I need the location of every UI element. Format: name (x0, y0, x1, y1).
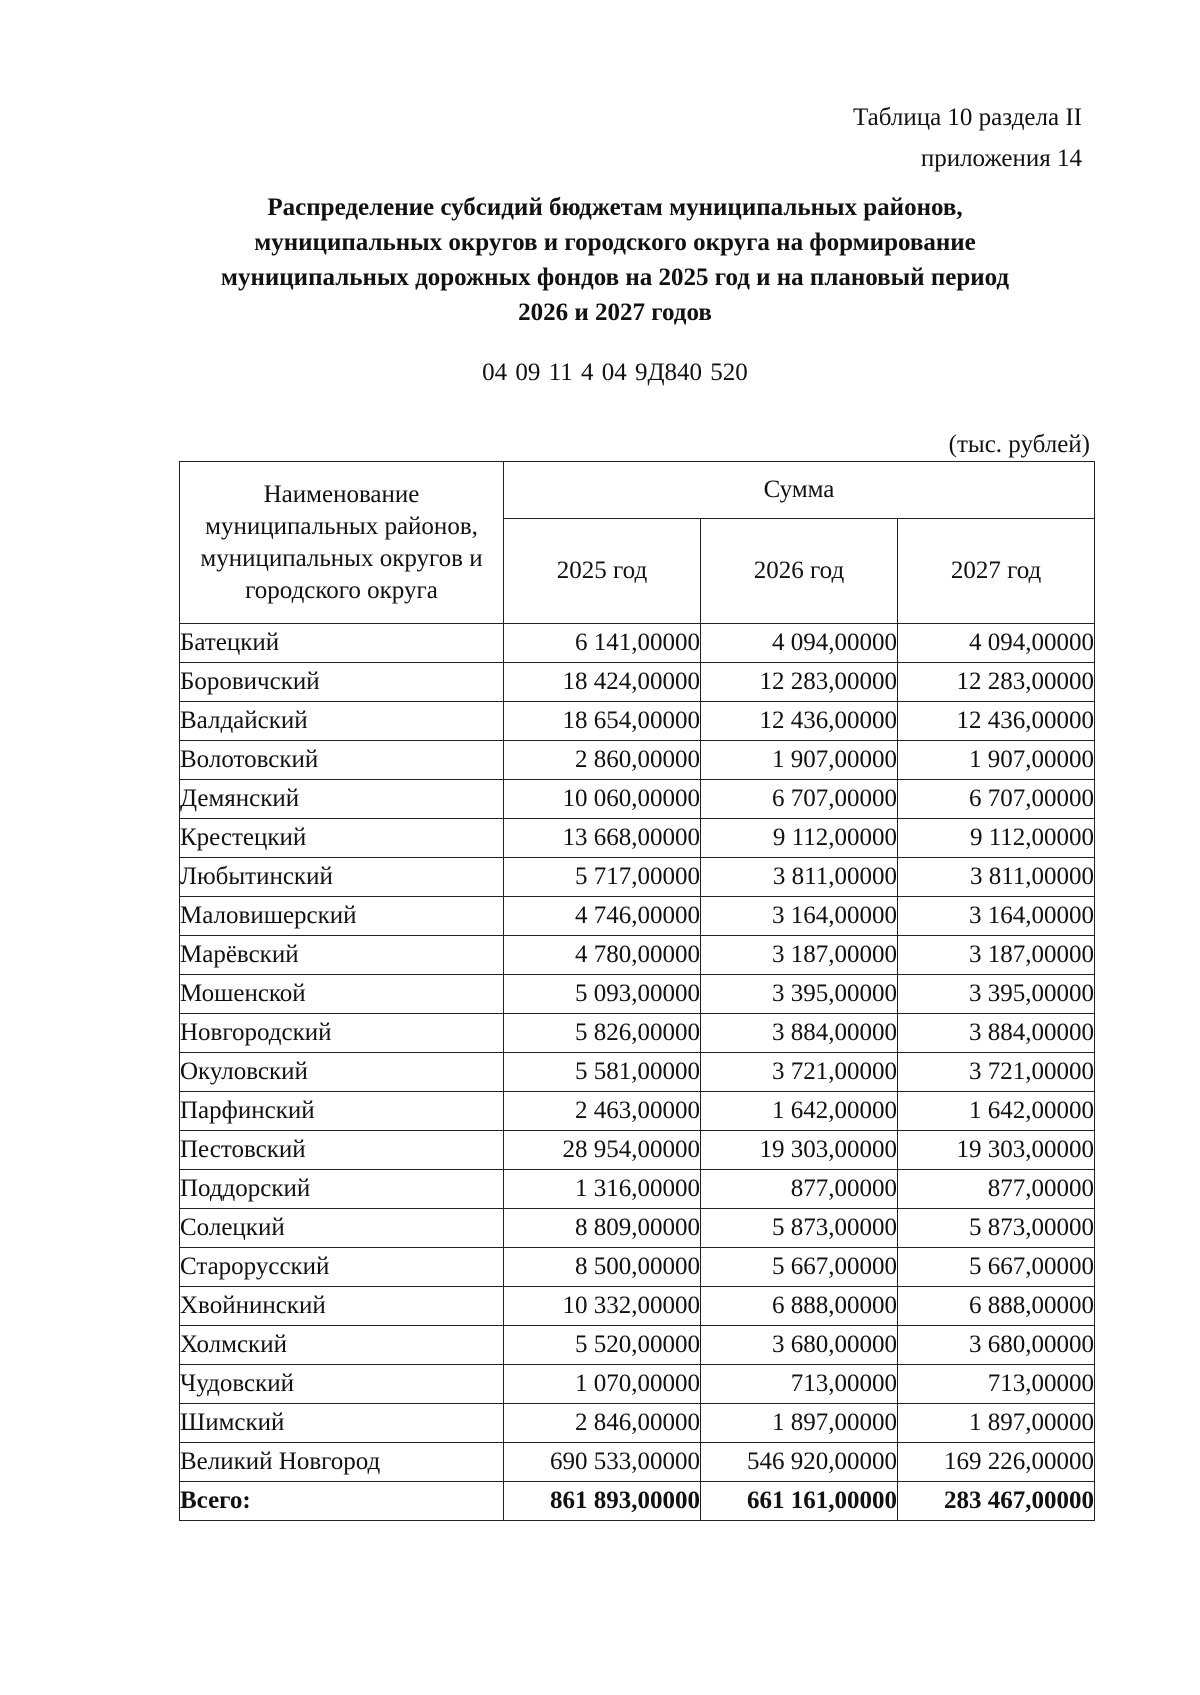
column-header-2026: 2026 год (701, 519, 898, 624)
amount-2025: 6 141,00000 (504, 624, 701, 663)
municipality-name: Солецкий (180, 1209, 504, 1248)
municipality-name: Марёвский (180, 936, 504, 975)
amount-2026: 1 907,00000 (701, 741, 898, 780)
amount-2026: 1 642,00000 (701, 1092, 898, 1131)
table-reference: Таблица 10 раздела II (853, 104, 1082, 131)
municipality-name: Крестецкий (180, 819, 504, 858)
municipality-name: Окуловский (180, 1053, 504, 1092)
amount-2025: 18 654,00000 (504, 702, 701, 741)
amount-2026: 877,00000 (701, 1170, 898, 1209)
column-header-name: Наименование муниципальных районов, муниципальных округов и городского округа (180, 462, 504, 624)
amount-2027: 9 112,00000 (898, 819, 1095, 858)
table-row (180, 741, 1095, 780)
total-label: Всего: (180, 1482, 504, 1521)
amount-2027: 1 897,00000 (898, 1404, 1095, 1443)
municipality-name: Чудовский (180, 1365, 504, 1404)
municipality-name: Хвойнинский (180, 1287, 504, 1326)
municipality-name: Мошенской (180, 975, 504, 1014)
amount-2027: 6 707,00000 (898, 780, 1095, 819)
amount-2026: 713,00000 (701, 1365, 898, 1404)
budget-classification-code: 04 09 11 4 04 9Д840 520 (482, 359, 748, 386)
amount-2025: 10 060,00000 (504, 780, 701, 819)
municipality-name: Любытинский (180, 858, 504, 897)
table-body (180, 624, 1095, 1521)
title-line-3: муниципальных дорожных фондов на 2025 год и на плановый период (220, 264, 1010, 291)
amount-2026: 546 920,00000 (701, 1443, 898, 1482)
amount-2027: 12 283,00000 (898, 663, 1095, 702)
table-row (180, 663, 1095, 702)
amount-2025: 5 717,00000 (504, 858, 701, 897)
amount-2025: 690 533,00000 (504, 1443, 701, 1482)
amount-2025: 5 581,00000 (504, 1053, 701, 1092)
amount-2026: 19 303,00000 (701, 1131, 898, 1170)
table-row (180, 702, 1095, 741)
appendix-reference: приложения 14 (920, 145, 1082, 172)
amount-2027: 19 303,00000 (898, 1131, 1095, 1170)
title-line-2: муниципальных округов и городского округа на формирование (254, 229, 976, 256)
amount-2025: 2 860,00000 (504, 741, 701, 780)
municipality-name: Шимский (180, 1404, 504, 1443)
table-total-row (180, 1482, 1095, 1521)
amount-2025: 2 846,00000 (504, 1404, 701, 1443)
amount-2027: 713,00000 (898, 1365, 1095, 1404)
amount-2026: 3 811,00000 (701, 858, 898, 897)
municipality-name: Батецкий (180, 624, 504, 663)
municipality-name: Боровичский (180, 663, 504, 702)
column-header-sum: Сумма (504, 462, 1095, 519)
amount-2026: 3 884,00000 (701, 1014, 898, 1053)
amount-2025: 4 746,00000 (504, 897, 701, 936)
municipality-name: Демянский (180, 780, 504, 819)
amount-2027: 3 395,00000 (898, 975, 1095, 1014)
amount-2025: 8 500,00000 (504, 1248, 701, 1287)
total-amount-2026: 661 161,00000 (701, 1482, 898, 1521)
column-header-2025: 2025 год (504, 519, 701, 624)
municipality-name: Валдайский (180, 702, 504, 741)
document-title (150, 190, 1080, 330)
amount-2027: 5 873,00000 (898, 1209, 1095, 1248)
table-row (180, 819, 1095, 858)
table-row (180, 1053, 1095, 1092)
amount-2026: 5 667,00000 (701, 1248, 898, 1287)
table-row (180, 780, 1095, 819)
amount-2027: 3 884,00000 (898, 1014, 1095, 1053)
title-line-4: 2026 и 2027 годов (518, 299, 712, 326)
table-row (180, 1365, 1095, 1404)
amount-2026: 6 888,00000 (701, 1287, 898, 1326)
amount-2027: 4 094,00000 (898, 624, 1095, 663)
amount-2026: 3 164,00000 (701, 897, 898, 936)
table-row (180, 624, 1095, 663)
amount-2027: 5 667,00000 (898, 1248, 1095, 1287)
municipality-name: Парфинский (180, 1092, 504, 1131)
table-row (180, 1131, 1095, 1170)
table-row (180, 1170, 1095, 1209)
amount-2027: 877,00000 (898, 1170, 1095, 1209)
amount-2027: 169 226,00000 (898, 1443, 1095, 1482)
municipality-name: Холмский (180, 1326, 504, 1365)
amount-2026: 6 707,00000 (701, 780, 898, 819)
units-label: (тыс. рублей) (948, 431, 1090, 458)
municipality-name: Поддорский (180, 1170, 504, 1209)
table-row (180, 858, 1095, 897)
amount-2025: 1 070,00000 (504, 1365, 701, 1404)
table-row (180, 1092, 1095, 1131)
table-row (180, 897, 1095, 936)
column-header-2027: 2027 год (898, 519, 1095, 624)
amount-2026: 1 897,00000 (701, 1404, 898, 1443)
table-row (180, 1287, 1095, 1326)
amount-2026: 3 187,00000 (701, 936, 898, 975)
amount-2025: 28 954,00000 (504, 1131, 701, 1170)
amount-2026: 12 436,00000 (701, 702, 898, 741)
amount-2025: 8 809,00000 (504, 1209, 701, 1248)
table-header-row (180, 462, 1095, 519)
amount-2025: 2 463,00000 (504, 1092, 701, 1131)
amount-2027: 3 187,00000 (898, 936, 1095, 975)
municipality-name: Старорусский (180, 1248, 504, 1287)
table-row (180, 1443, 1095, 1482)
amount-2027: 1 642,00000 (898, 1092, 1095, 1131)
amount-2027: 3 164,00000 (898, 897, 1095, 936)
total-amount-2027: 283 467,00000 (898, 1482, 1095, 1521)
amount-2026: 5 873,00000 (701, 1209, 898, 1248)
amount-2026: 9 112,00000 (701, 819, 898, 858)
amount-2025: 18 424,00000 (504, 663, 701, 702)
table-row (180, 1326, 1095, 1365)
amount-2027: 3 680,00000 (898, 1326, 1095, 1365)
amount-2026: 3 395,00000 (701, 975, 898, 1014)
total-amount-2025: 861 893,00000 (504, 1482, 701, 1521)
amount-2026: 4 094,00000 (701, 624, 898, 663)
amount-2027: 1 907,00000 (898, 741, 1095, 780)
subsidy-table (179, 461, 1095, 1521)
table-row (180, 1014, 1095, 1053)
amount-2027: 6 888,00000 (898, 1287, 1095, 1326)
amount-2026: 12 283,00000 (701, 663, 898, 702)
amount-2027: 12 436,00000 (898, 702, 1095, 741)
amount-2025: 13 668,00000 (504, 819, 701, 858)
table-row (180, 936, 1095, 975)
municipality-name: Пестовский (180, 1131, 504, 1170)
amount-2027: 3 721,00000 (898, 1053, 1095, 1092)
table-row (180, 975, 1095, 1014)
municipality-name: Волотовский (180, 741, 504, 780)
amount-2025: 10 332,00000 (504, 1287, 701, 1326)
amount-2026: 3 721,00000 (701, 1053, 898, 1092)
amount-2025: 5 520,00000 (504, 1326, 701, 1365)
municipality-name: Новгородский (180, 1014, 504, 1053)
table-row (180, 1248, 1095, 1287)
amount-2027: 3 811,00000 (898, 858, 1095, 897)
amount-2025: 4 780,00000 (504, 936, 701, 975)
table-row (180, 1404, 1095, 1443)
amount-2025: 5 826,00000 (504, 1014, 701, 1053)
amount-2025: 5 093,00000 (504, 975, 701, 1014)
amount-2025: 1 316,00000 (504, 1170, 701, 1209)
municipality-name: Маловишерский (180, 897, 504, 936)
title-line-1: Распределение субсидий бюджетам муниципальных районов, (267, 194, 963, 221)
amount-2026: 3 680,00000 (701, 1326, 898, 1365)
municipality-name: Великий Новгород (180, 1443, 504, 1482)
table-row (180, 1209, 1095, 1248)
